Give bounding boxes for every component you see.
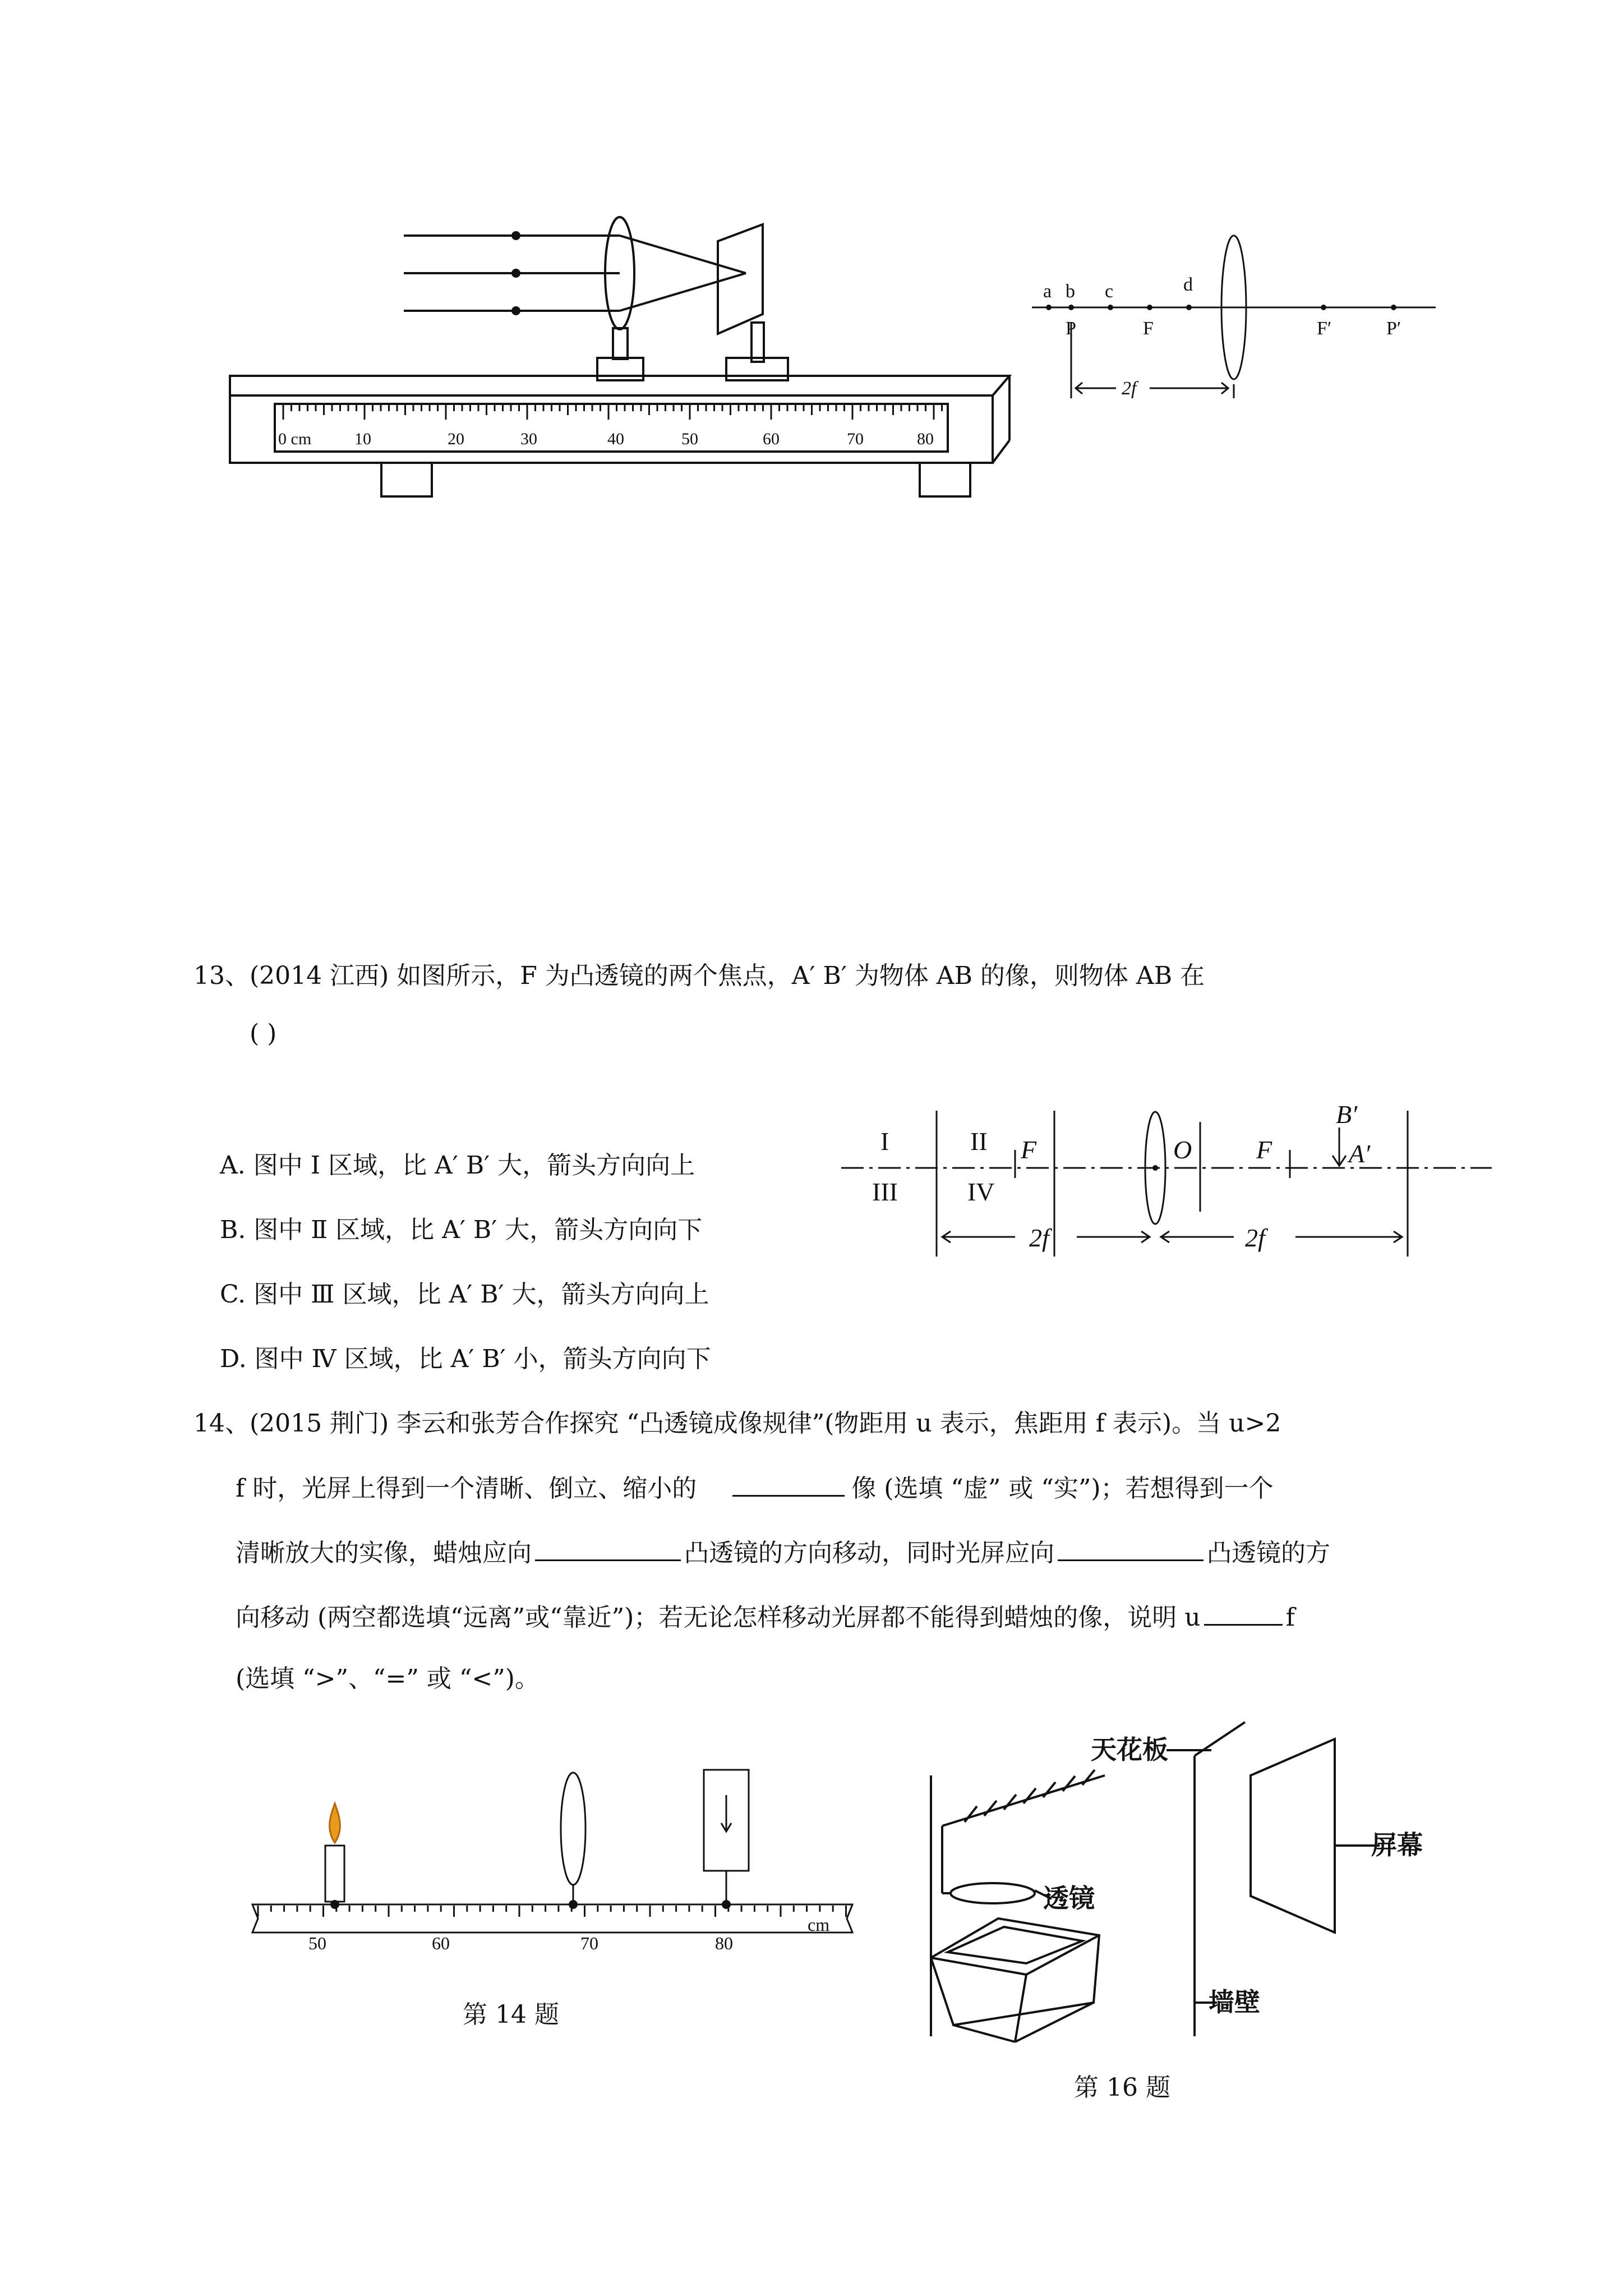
q14-tick-80: 80 xyxy=(715,1933,733,1952)
ruler-label-10: 10 xyxy=(354,430,371,448)
q14-line-3 xyxy=(236,1537,1330,1569)
optical-bench-figure xyxy=(224,202,1038,516)
ruler-label-50: 50 xyxy=(681,430,698,448)
principal-axis-figure xyxy=(1021,224,1447,409)
ruler-label-80: 80 xyxy=(917,430,934,448)
q14-line-5: (选填 “>”、“=” 或 “<”)。 xyxy=(236,1664,540,1693)
q16-label-wall: 墙壁 xyxy=(1209,1988,1260,2017)
q13-span-2f-right: 2f xyxy=(1245,1223,1265,1252)
q14-line-2-text-b: 像 (选填 “虚” 或 “实”)；若想得到一个 xyxy=(851,1474,1274,1503)
ruler-label-30: 30 xyxy=(520,430,537,448)
q13-region-2: II xyxy=(970,1127,988,1156)
q13-label-f-left: F xyxy=(1021,1135,1037,1164)
q13-label-o: O xyxy=(1173,1135,1192,1164)
axis-point-d: d xyxy=(1183,274,1193,295)
q14-line-1: 14、(2015 荆门) 李云和张芳合作探究 “凸透镜成像规律”(物距用 u 表示，焦距用 f 表示)。当 u>2 xyxy=(193,1409,1281,1438)
q13-option-a[interactable]: A. 图中 Ⅰ 区域，比 A′ B′ 大，箭头方向向上 xyxy=(220,1151,695,1180)
ruler-label-60: 60 xyxy=(763,430,780,448)
q13-region-4: IV xyxy=(967,1177,995,1206)
q14-line-3-text-a: 清晰放大的实像，蜡烛应向 xyxy=(236,1539,532,1567)
q16-label-lens: 透镜 xyxy=(1043,1884,1095,1913)
q14-line-4-text-a: 向移动 (两空都选填“远离”或“靠近”)；若无论怎样移动光屏都不能得到蜡烛的像，说明 u xyxy=(236,1603,1201,1632)
q16-figure-caption: 第 16 题 xyxy=(1074,2073,1170,2102)
q13-option-c[interactable]: C. 图中 Ⅲ 区域，比 A′ B′ 大，箭头方向向上 xyxy=(220,1280,709,1309)
q14-line-3-text-b: 凸透镜的方向移动，同时光屏应向 xyxy=(684,1539,1054,1567)
axis-point-f-prime: F′ xyxy=(1317,318,1332,339)
q16-label-ceiling: 天花板 xyxy=(1091,1736,1168,1764)
q14-tick-50: 50 xyxy=(308,1933,326,1952)
q13-lens-figure xyxy=(830,1099,1497,1268)
q14-blank-4[interactable] xyxy=(1204,1602,1283,1626)
q14-line-3-text-c: 凸透镜的方 xyxy=(1207,1539,1330,1567)
q14-figure-caption: 第 14 题 xyxy=(463,2000,559,2029)
q14-tick-70: 70 xyxy=(580,1933,598,1952)
q14-blank-1[interactable] xyxy=(732,1473,845,1497)
q13-region-1: I xyxy=(880,1127,889,1156)
q13-label-f-right: F xyxy=(1256,1135,1272,1164)
q14-bench-figure xyxy=(247,1761,875,1952)
q14-line-4 xyxy=(236,1602,1295,1634)
q16-projector-figure xyxy=(897,1711,1492,2059)
axis-span-2f: 2f xyxy=(1122,378,1137,399)
q16-label-screen: 屏幕 xyxy=(1371,1831,1423,1860)
q13-option-b[interactable]: B. 图中 Ⅱ 区域，比 A′ B′ 大，箭头方向向下 xyxy=(220,1216,703,1244)
axis-point-b: b xyxy=(1066,281,1075,302)
q13-option-d[interactable]: D. 图中 Ⅳ 区域，比 A′ B′ 小，箭头方向向下 xyxy=(220,1345,711,1373)
q13-answer-bracket: ( ) xyxy=(250,1019,277,1048)
q14-unit: cm xyxy=(808,1915,830,1935)
axis-point-f: F xyxy=(1143,318,1154,339)
axis-point-p: P xyxy=(1066,318,1076,339)
q13-label-a-prime: A′ xyxy=(1349,1139,1371,1168)
q14-tick-60: 60 xyxy=(432,1933,450,1952)
ruler-label-0: 0 cm xyxy=(278,430,312,448)
q14-line-2 xyxy=(236,1473,1274,1504)
ruler-label-20: 20 xyxy=(448,430,464,448)
q14-blank-3[interactable] xyxy=(1058,1537,1204,1561)
q13-region-3: III xyxy=(872,1177,898,1206)
q13-stem: 13、(2014 江西) 如图所示，F 为凸透镜的两个焦点，A′ B′ 为物体 AB 的像，则物体 AB 在 xyxy=(193,961,1205,990)
axis-point-a: a xyxy=(1043,281,1052,302)
q13-span-2f-left: 2f xyxy=(1029,1223,1049,1252)
ruler-label-40: 40 xyxy=(607,430,624,448)
q14-blank-2[interactable] xyxy=(535,1537,681,1561)
q13-label-b-prime: B′ xyxy=(1336,1100,1358,1129)
axis-point-p-prime: P′ xyxy=(1386,318,1401,339)
axis-point-c: c xyxy=(1105,281,1114,302)
q14-line-4-text-b: f xyxy=(1285,1603,1295,1632)
q14-line-2-text-a: f 时，光屏上得到一个清晰、倒立、缩小的 xyxy=(236,1474,697,1503)
ruler-label-70: 70 xyxy=(847,430,864,448)
